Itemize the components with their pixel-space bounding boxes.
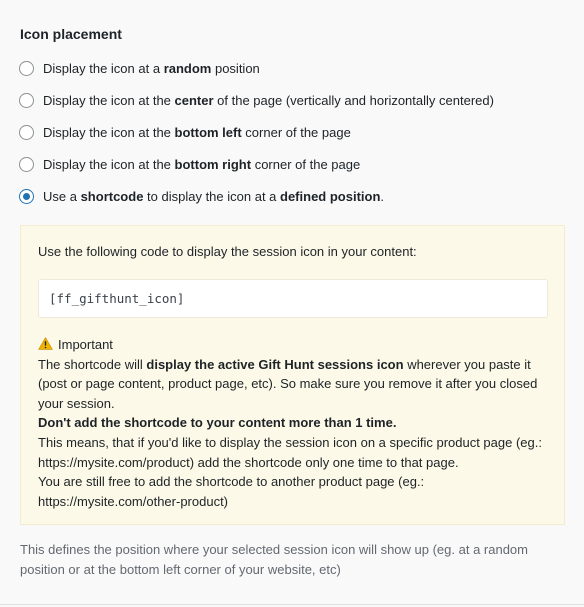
radio-button[interactable] xyxy=(19,93,34,108)
radio-label: Display the icon at the center of the page (vertically and horizontally centered) xyxy=(43,92,494,108)
shortcode-intro-text: Use the following code to display the session icon in your content: xyxy=(38,244,417,259)
radio-button[interactable] xyxy=(19,157,34,172)
radio-option-bottom-right[interactable] xyxy=(19,154,360,174)
radio-label: Display the icon at a random position xyxy=(43,60,260,76)
radio-button[interactable] xyxy=(19,125,34,140)
notice-paragraph-1: The shortcode will display the active Gift Hunt sessions icon wherever you paste it (post or page content, product page, etc). So make sure you remove it after you closed your session. xyxy=(38,356,538,411)
radio-option-shortcode[interactable] xyxy=(19,186,384,206)
shortcode-notice-box xyxy=(20,225,565,525)
shortcode-code-field[interactable]: [ff_gifthunt_icon] xyxy=(38,279,548,318)
radio-button-checked[interactable] xyxy=(19,189,34,204)
notice-paragraph-3: This means, that if you'd like to display the session icon on a specific product page (eg.: https://mysite.com/product) add the shortcode only one time to that page. xyxy=(38,434,542,470)
radio-button[interactable] xyxy=(19,61,34,76)
radio-label: Use a shortcode to display the icon at a defined position. xyxy=(43,188,385,204)
notice-paragraph-4: You are still free to add the shortcode to another product page (eg.: https://mysite.com/other-product) xyxy=(38,474,425,509)
radio-label: Display the icon at the bottom right corner of the page xyxy=(43,156,361,172)
section-title: Icon placement xyxy=(20,26,122,42)
radio-option-random[interactable] xyxy=(19,58,260,78)
radio-option-bottom-left[interactable] xyxy=(19,122,351,142)
radio-option-center[interactable] xyxy=(19,90,494,110)
notice-paragraph-2: Don't add the shortcode to your content more than 1 time. xyxy=(38,415,397,431)
radio-label: Display the icon at the bottom left corner of the page xyxy=(43,124,351,140)
field-description: This defines the position where your selected session icon will show up (eg. at a random position or at the bottom left corner of your website, etc) xyxy=(20,542,528,577)
divider xyxy=(0,604,584,605)
important-heading: Important xyxy=(38,335,558,355)
warning-icon xyxy=(38,337,53,350)
important-notice xyxy=(38,335,558,511)
